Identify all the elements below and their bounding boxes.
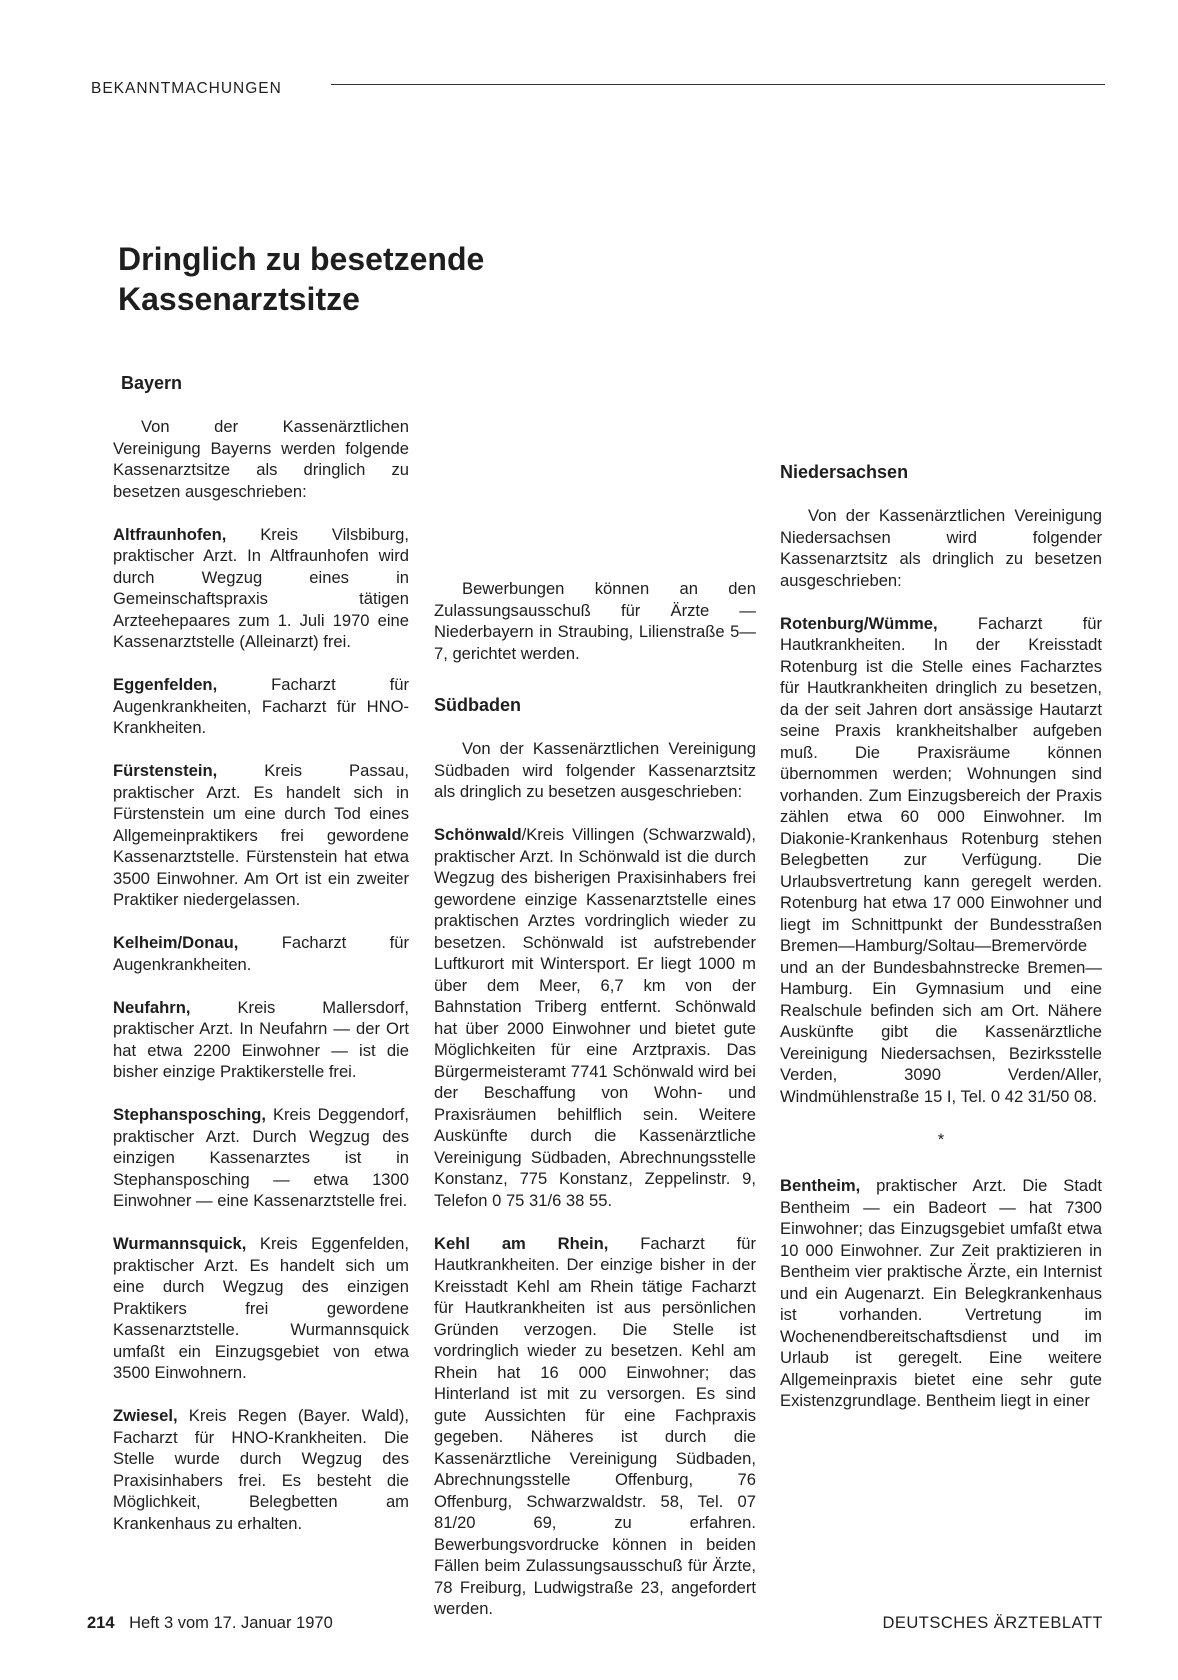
niedersachsen-intro: Von der Kassenärztlichen Vereinigung Niedersachsen wird folgender Kassenarztsitz als dringlich zu besetzen ausgeschrieben: <box>780 506 1102 590</box>
section-header: BEKANNTMACHUNGEN <box>91 80 282 97</box>
footer-issue <box>87 1614 333 1633</box>
place-name: Stephansposching, <box>113 1105 267 1124</box>
bayern-entry <box>113 932 409 975</box>
footer-journal: DEUTSCHES ÄRZTEBLATT <box>882 1614 1103 1632</box>
section-heading-bayern: Bayern <box>121 373 183 393</box>
place-name: Wurmannsquick, <box>113 1234 247 1253</box>
place-name: Fürstenstein, <box>113 761 218 780</box>
header-rule <box>331 84 1105 85</box>
entry-text: Facharzt für Augenkrankheiten, Facharzt für HNO-Krankheiten. <box>113 675 409 737</box>
section-heading-niedersachsen: Niedersachsen <box>780 462 909 482</box>
entry-text: Facharzt für Augenkrankheiten. <box>113 933 409 974</box>
bayern-entry <box>113 524 409 653</box>
page-title: Dringlich zu besetzende Kassenarztsitze <box>118 241 485 317</box>
place-name: Kelheim/Donau, <box>113 933 239 952</box>
niedersachsen-entry <box>780 1175 1102 1412</box>
entry-text: Facharzt für Hautkrankheiten. In der Kreisstadt Rotenburg ist die Stelle eines Facharztes für Hautkrankheiten dringlich zu besetzen, da der seit Jahren dort ansässige Hautarzt seine Praxis krankheitshalber aufgeben muß. Die Praxisräume können übernommen werden; Wohnungen sind vorhanden. Zum Einzugsbereich der Praxis zählen etwa 60 000 Einwohner. Im Diakonie-Krankenhaus Rotenburg stehen Belegbetten zur Verfügung. Die Urlaubsvertretung kann geregelt werden. Rotenburg hat etwa 17 000 Einwohner und liegt im Schnittpunkt der Bundesstraßen Bremen—Hamburg/Soltau—Bremervörde und an der Bundesbahnstrecke Bremen—Hamburg. Ein Gymnasium und eine Realschule befinden sich am Ort. Nähere Auskünfte gibt die Kassenärztliche Vereinigung Niedersachsen, Bezirksstelle Verden, 3090 Verden/Aller, Windmühlenstraße 15 I, Tel. 0 42 31/50 08. <box>780 613 1102 1106</box>
entry-text: Kreis Deggendorf, praktischer Arzt. Durch Wegzug des einzigen Kassenarztes ist in Stephansposching — etwa 1300 Einwohner — eine Kassenarztstelle frei. <box>113 1105 409 1210</box>
place-name: Neufahrn, <box>113 997 191 1017</box>
place-name: Altfraunhofen, <box>113 524 227 544</box>
suedbaden-entry <box>434 824 756 1211</box>
entry-text: praktischer Arzt. Die Stadt Bentheim — ein Badeort — hat 7300 Einwohner; das Einzugsgebiet umfaßt etwa 10 000 Einwohner. Zur Zeit praktizieren in Bentheim vier praktische Ärzte, ein Internist und ein Augenarzt. Ein Belegkrankenhaus ist vorhanden. Vertretung im Wochenendbereitschaftsdienst und im Urlaub ist geregelt. Eine weitere Allgemeinpraxis bietet eine sehr gute Existenzgrundlage. Bentheim liegt in einer <box>780 1176 1102 1410</box>
bayern-entry <box>113 1405 409 1534</box>
bayern-entry <box>113 1104 409 1212</box>
suedbaden-entry <box>434 1233 756 1620</box>
place-name: Zwiesel, <box>113 1406 178 1425</box>
place-name: Bentheim, <box>780 1176 861 1195</box>
bayern-entry <box>113 760 409 911</box>
place-name: Eggenfelden, <box>113 675 218 694</box>
separator-asterisk: * <box>937 1129 945 1149</box>
bayern-closing: Bewerbungen können an den Zulassungsausschuß für Ärzte — Niederbayern in Straubing, Lilienstraße 5—7, gerichtet werden. <box>434 579 756 663</box>
suedbaden-intro: Von der Kassenärztlichen Vereinigung Südbaden wird folgender Kassenarztsitz als dringlich zu besetzen ausgeschrieben: <box>434 739 756 801</box>
bayern-entry <box>113 997 409 1083</box>
entry-text: Kreis Passau, praktischer Arzt. Es handelt sich in Fürstenstein um eine durch Tod eines Allgemeinpraktikers frei gewordene Kassenarztstelle. Fürstenstein hat etwa 3500 Einwohner. Am Ort ist ein zweiter Praktiker niedergelassen. <box>113 761 409 909</box>
column-3 <box>780 242 1102 1433</box>
niedersachsen-entry <box>780 613 1102 1108</box>
place-name: Schönwald <box>434 825 522 844</box>
entry-text: /Kreis Villingen (Schwarzwald), praktischer Arzt. In Schönwald ist die durch Wegzug des bisherigen Praxisinhabers frei gewordene einzige Kassenarztstelle eines praktischen Arztes vordringlich wieder zu besetzen. Schönwald ist aufstrebender Luftkurort mit Wintersport. Er liegt 1000 m über dem Meer, 6,7 km von der Bahnstation Triberg entfernt. Schönwald hat über 2000 Einwohner und bietet gute Möglichkeiten für eine Arztpraxis. Das Bürgermeisteramt 7741 Schönwald wird bei der Beschaffung von Wohn- und Praxisräumen behilflich sein. Weitere Auskünfte durch die Kassenärztliche Vereinigung Südbaden, Abrechnungsstelle Konstanz, 775 Konstanz, Zeppelinstr. 9, Telefon 0 75 31/6 38 55. <box>434 825 756 1210</box>
column-2 <box>434 372 756 1641</box>
section-heading-suedbaden: Südbaden <box>434 695 522 715</box>
issue-date: Heft 3 vom 17. Januar 1970 <box>129 1614 333 1632</box>
entry-text: Kreis Eggenfelden, praktischer Arzt. Es handelt sich um eine durch Wegzug des einzigen Praktikers frei gewordene Kassenarztstelle. Wurmannsquick umfaßt ein Einzugsgebiet von etwa 3500 Einwohnern. <box>113 1234 409 1382</box>
entry-text: Facharzt für Hautkrankheiten. Der einzige bisher in der Kreisstadt Kehl am Rhein tätige Facharzt für Hautkrankheiten ist aus persönlichen Gründen verzogen. Die Stelle ist vordringlich wieder zu besetzen. Kehl am Rhein hat 16 000 Einwohner; das Hinterland ist mit zu versorgen. Es sind gute Aussichten für eine Fachpraxis gegeben. Näheres ist durch die Kassenärztliche Vereinigung Südbaden, Abrechnungsstelle Offenburg, 76 Offenburg, Schwarzwaldstr. 58, Tel. 07 81/20 69, zu erfahren. Bewerbungsvordrucke können in beiden Fällen beim Zulassungsausschuß für Ärzte, 78 Freiburg, Ludwigstraße 23, angefordert werden. <box>434 1233 756 1618</box>
bayern-entry <box>113 1233 409 1384</box>
entry-text: Kreis Vilsbiburg, praktischer Arzt. In Altfraunhofen wird durch Wegzug eines in Gemeinschaftspraxis tätigen Arzteehepaares zum 1. Juli 1970 eine Kassenarztstelle (Alleinarzt) frei. <box>113 524 409 651</box>
bayern-entry <box>113 674 409 739</box>
place-name: Kehl am Rhein, <box>434 1233 609 1253</box>
column-1 <box>113 372 409 1556</box>
entry-text: Kreis Mallersdorf, praktischer Arzt. In Neufahrn — der Ort hat etwa 2200 Einwohner — ist die bisher einzige Praktikerstelle frei. <box>113 997 409 1081</box>
bayern-intro: Von der Kassenärztlichen Vereinigung Bayerns werden folgende Kassenarztsitze als dringlich zu besetzen ausgeschrieben: <box>113 417 409 501</box>
place-name: Rotenburg/Wümme, <box>780 613 938 633</box>
entry-text: Kreis Regen (Bayer. Wald), Facharzt für HNO-Krankheiten. Die Stelle wurde durch Wegzug des Praxisinhabers frei. Es besteht die Möglichkeit, Belegbetten am Krankenhaus zu erhalten. <box>113 1406 409 1533</box>
page-number: 214 <box>87 1614 115 1632</box>
